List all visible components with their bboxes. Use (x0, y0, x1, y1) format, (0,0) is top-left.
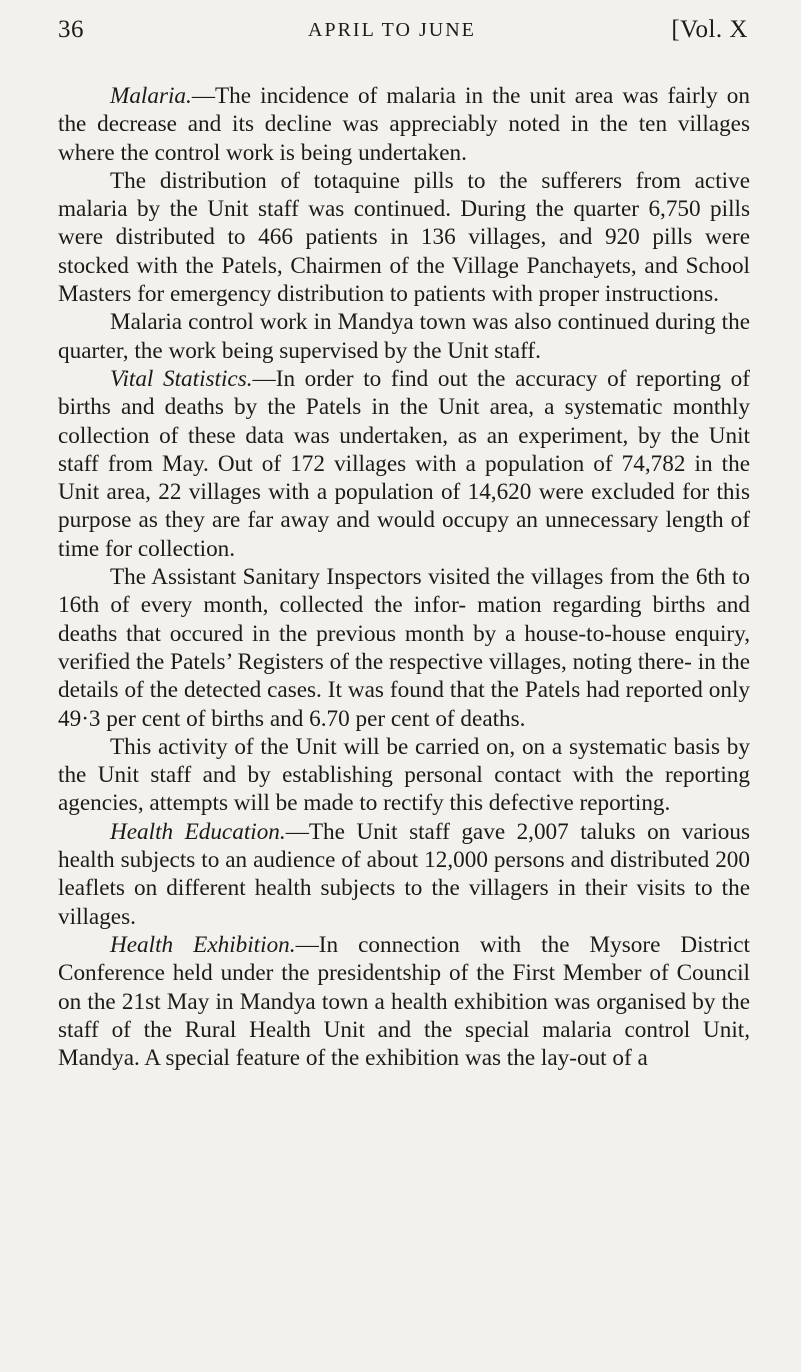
paragraph-heading: Vital Statistics. (110, 365, 253, 392)
paragraph-text: The distribution of totaquine pills to the sufferers from active malaria by the Unit staff was continued. During the quarter 6,750 pills were distributed to 466 patients in 136 villages, and 920 pills were stocked with the Patels, Chairmen of the Village Panchayets, and School Masters for emergency distribution to patients with proper instructions. (58, 167, 750, 308)
paragraph-heading: Malaria. (110, 83, 192, 109)
paragraph-health-education (58, 818, 750, 931)
paragraph-sanitary-inspectors (58, 563, 750, 733)
body-text (58, 82, 750, 1072)
running-title: APRIL TO JUNE (308, 19, 476, 41)
paragraph-vital-statistics (58, 365, 750, 563)
paragraph-text: —The incidence of malaria in the unit area was fairly on the decrease and its decline was appreciably noted in the ten villages where the control work is being undertaken. (58, 83, 750, 166)
paragraph-heading: Health Education. (110, 818, 286, 845)
paragraph-totaquine-distribution (58, 167, 750, 308)
paragraph-health-exhibition (58, 931, 750, 1072)
paragraph-text: —In order to find out the accuracy of reporting of births and deaths by the Patels in the Unit area, a systematic monthly collection of these data was undertaken, as an experiment, by the Unit staff from May. Out of 172 villages with a population of 74,782 in the Unit area, 22 villages with a population of 14,620 were excluded for this purpose as they are far away and would occupy an unnecessary length of time for collection. (58, 365, 750, 562)
paragraph-text: —In connection with the Mysore District Conference held under the presidentship of the First Member of Council on the 21st May in Mandya town a health exhibition was organised by the staff of the Rural Health Unit and the special malaria control Unit, Mandya. A special feature of the exhibition was the lay-out of a (58, 931, 750, 1072)
page-number: 36 (58, 16, 84, 43)
paragraph-malaria (58, 82, 750, 167)
running-header (58, 16, 748, 56)
paragraph-text: Malaria control work in Mandya town was also continued during the quarter, the work being supervised by the Unit staff. (58, 309, 750, 364)
paragraph-heading: Health Exhibition. (110, 931, 296, 958)
paragraph-unit-activity (58, 733, 750, 818)
paragraph-mandya-town-control (58, 308, 750, 365)
paragraph-text: This activity of the Unit will be carried on, on a systematic basis by the Unit staff and by establishing personal contact with the reporting agencies, attempts will be made to rectify this defective reporting. (58, 733, 750, 817)
volume-label: [Vol. X (671, 16, 748, 43)
paragraph-text: —The Unit staff gave 2,007 taluks on various health subjects to an audience of about 12,000 persons and distributed 200 leaflets on different health subjects to the villagers in their visits to the villages. (58, 818, 750, 930)
paragraph-text: The Assistant Sanitary Inspectors visited the villages from the 6th to 16th of every month, collected the infor- mation regarding births and deaths that occured in the previous month by a house-to-house enquiry, verified the Patels’ Registers of the respective villages, noting there- in the details of the detected cases. It was found that the Patels had reported only 49·3 per cent of births and 6.70 per cent of deaths. (58, 564, 750, 732)
